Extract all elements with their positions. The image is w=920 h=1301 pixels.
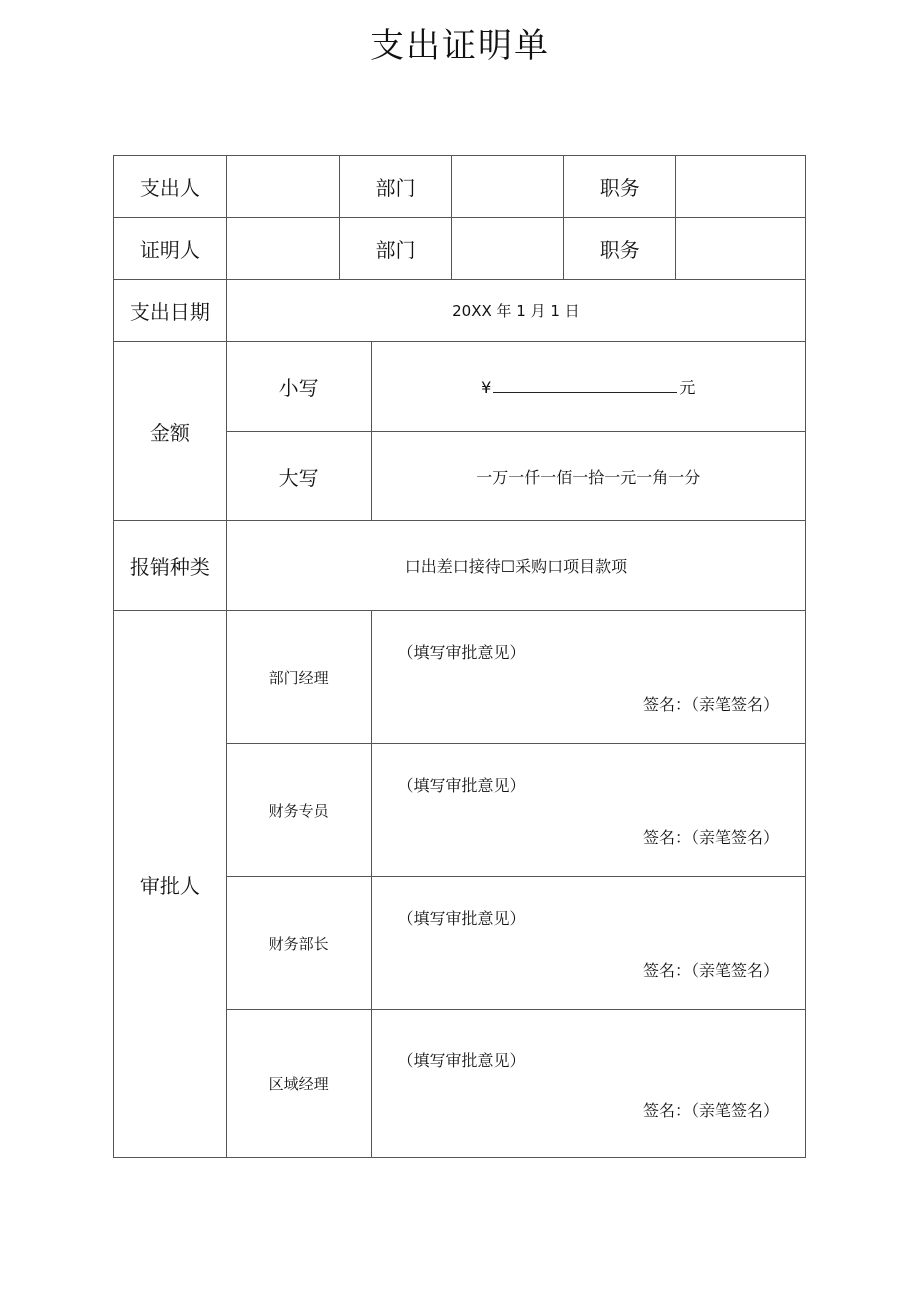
signature-line[interactable]: 签名：（亲笔签名） (642, 695, 779, 714)
role-finance-director: 财务部长 (226, 877, 371, 1010)
payer-dept-label: 部门 (339, 156, 452, 218)
yuan-unit: 元 (679, 378, 696, 397)
approval-cell-finance-specialist[interactable] (371, 744, 805, 877)
prover-position-value[interactable] (676, 218, 806, 280)
page-title: 支出证明单 (370, 26, 550, 66)
amount-lower-value[interactable] (371, 342, 805, 432)
payer-value[interactable] (226, 156, 339, 218)
approval-cell-regional-manager[interactable] (371, 1010, 805, 1158)
opinion-placeholder[interactable]: （填写审批意见） (397, 909, 526, 928)
role-regional-manager: 区域经理 (226, 1010, 371, 1158)
prover-dept-label: 部门 (339, 218, 452, 280)
amount-label: 金额 (114, 342, 227, 521)
date-value[interactable]: 20XX 年 1 月 1 日 (226, 280, 805, 342)
prover-position-label: 职务 (564, 218, 676, 280)
expense-form-table (113, 155, 806, 1158)
amount-blank-line[interactable] (493, 376, 677, 393)
payer-label: 支出人 (114, 156, 227, 218)
payer-dept-value[interactable] (452, 156, 564, 218)
prover-label: 证明人 (114, 218, 227, 280)
date-label: 支出日期 (114, 280, 227, 342)
signature-line[interactable]: 签名：（亲笔签名） (642, 828, 779, 847)
role-finance-specialist: 财务专员 (226, 744, 371, 877)
payer-position-value[interactable] (676, 156, 806, 218)
prover-dept-value[interactable] (452, 218, 564, 280)
payer-position-label: 职务 (564, 156, 676, 218)
approval-cell-finance-director[interactable] (371, 877, 805, 1010)
signature-line[interactable]: 签名：（亲笔签名） (642, 961, 779, 980)
opinion-placeholder[interactable]: （填写审批意见） (397, 643, 526, 662)
approver-label: 审批人 (114, 611, 227, 1158)
amount-upper-label: 大写 (226, 432, 371, 521)
opinion-placeholder[interactable]: （填写审批意见） (397, 776, 526, 795)
signature-line[interactable]: 签名：（亲笔签名） (642, 1101, 779, 1120)
role-dept-manager: 部门经理 (226, 611, 371, 744)
amount-upper-value[interactable]: 一万一仟一佰一拾一元一角一分 (371, 432, 805, 521)
amount-lower-label: 小写 (226, 342, 371, 432)
yen-sign: ¥ (481, 378, 492, 397)
approval-cell-dept-manager[interactable] (371, 611, 805, 744)
opinion-placeholder[interactable]: （填写审批意见） (397, 1051, 526, 1070)
type-label: 报销种类 (114, 521, 227, 611)
prover-value[interactable] (226, 218, 339, 280)
type-options[interactable]: 口出差口接待☐采购口项目款项 (226, 521, 805, 611)
